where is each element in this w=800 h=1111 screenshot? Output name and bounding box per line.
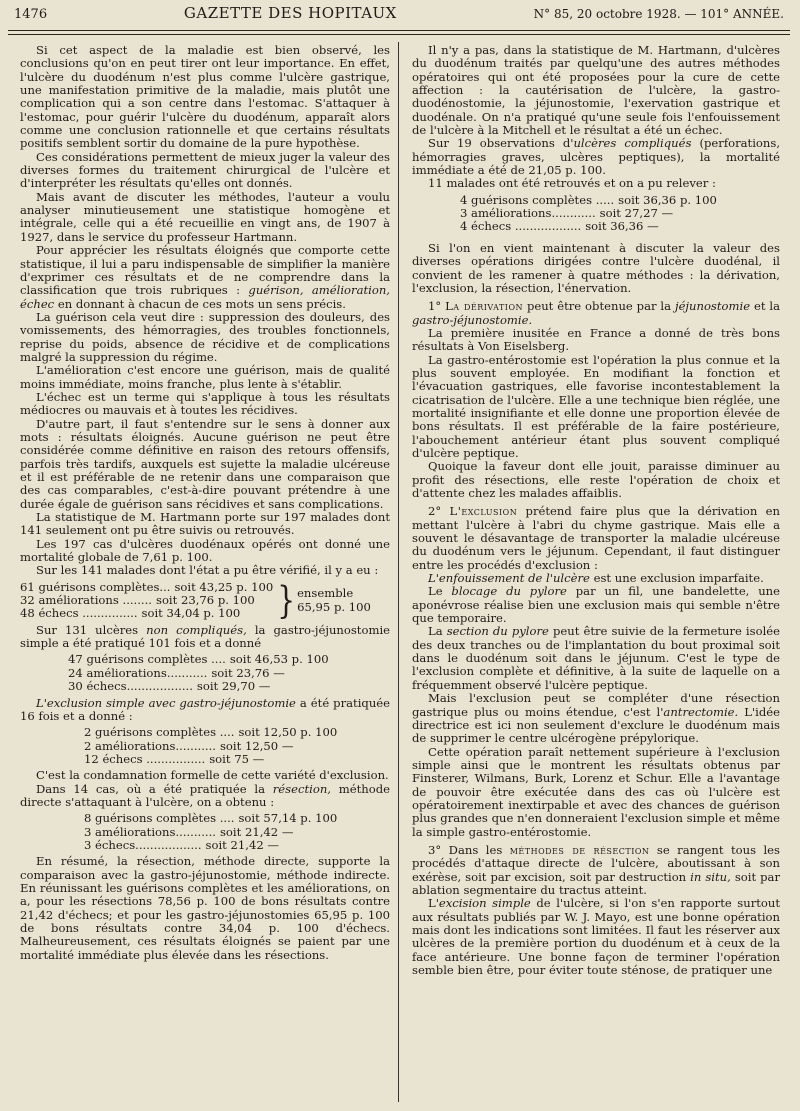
table-row: 2 améliorations........... soit 12,50 — [84,738,294,753]
results-table-gastrojejunostomy [20,653,390,693]
paragraph: Quoique la faveur dont elle jouit, paraisse diminuer au profit des résections, elle reste l'opération de choix et d'attente chez les malades affaiblis. [412,459,780,500]
table-row: 48 échecs ............... soit 34,04 p. 100 [20,606,241,621]
paragraph: L'enfouissement de l'ulcère est une exclusion imparfaite. [428,571,764,586]
paragraph: La statistique de M. Hartmann porte sur 197 malades dont 141 seulement ont pu être suivis ou retrouvés. [20,510,390,538]
issue-line: N° 85, 20 octobre 1928. — 101° ANNÉE. [533,7,784,21]
brace-glyph: } [277,577,296,623]
paragraph: Mais l'exclusion peut se compléter d'une résection gastrique plus ou moins étendue, c'est l'antrectomie. L'idée directrice est ici non seulement d'exclure le duodénum mais de supprimer le centre ulcérogène prépylorique. [412,691,780,746]
paragraph: Si cet aspect de la maladie est bien observé, les conclusions qu'on en peut tirer ont leur importance. En effet, l'ulcère du duodénum n'est plus comme l'ulcère gastrique, une manifestation primitive de la maladie, mais plutôt une complication qui a son centre dans l'estomac. S'attaquer à l'estomac, pour guérir l'ulcère du duodénum, apparaît alors comme une conclusion rationnelle et que certains résultats positifs semblent sortir du domaine de la pure hypothèse. [20,43,390,151]
results-table-complicated [412,194,780,234]
paragraph: Le blocage du pylore par un fil, une bandelette, une aponévrose réalise bien une exclusion mais qui semble n'être que temporaire. [412,584,781,626]
paragraph: Sur 131 ulcères non compliqués, la gastro-jéjunostomie simple a été pratiqué 101 fois et a donné [20,622,391,651]
paragraph: L'amélioration c'est encore une guérison, mais de qualité moins immédiate, moins franche, plus lente à s'établir. [20,363,390,391]
results-table-exclusion [20,726,390,766]
paragraph: Sur les 141 malades dont l'état a pu être vérifié, il y a eu : [36,563,379,578]
paragraph: L'échec est un terme qui s'applique à tous les résultats médiocres ou mauvais et à toutes les récidives. [20,389,390,418]
paragraph: Si l'on en vient maintenant à discuter la valeur des diverses opérations dirigées contre l'ulcère duodénal, il convient de les ramener à quatre méthodes : la dérivation, l'exclusion, la résection, l'énervation. [412,240,780,295]
table-row: 8 guérisons complètes .... soit 57,14 p. 100 [84,811,338,826]
table-row: 3 améliorations........... soit 21,42 — [84,824,294,839]
paragraph: Pour apprécier les résultats éloignés que comporte cette statistique, il lui a paru indispensable de simplifier la manière d'exprimer ces résultats et de ne comprendre dans la classification que trois rubriques : guérison, amélioration, échec en donnant à chacun de ces mots un sens précis. [20,243,390,311]
right-column [412,44,780,977]
page-header [14,4,784,26]
results-table-global [20,577,390,623]
paragraph: Ces considérations permettent de mieux juger la valeur des diverses formes du traitement chirurgical de l'ulcère et d'interpréter les résultats qu'elles ont donnés. [20,149,390,191]
paragraph: La guérison cela veut dire : suppression des douleurs, des vomissements, des hémorragies, des troubles fonctionnels, reprise du poids, absence de récidive et de complications malgré la suppression du régime. [20,309,390,364]
brace-summary: ensemble 65,95 p. 100 [297,586,371,614]
paragraph: Dans 14 cas, où a été pratiquée la résection, méthode directe s'attaquant à l'ulcère, on a obtenu : [20,781,390,809]
table-row: 3 échecs.................. soit 21,42 — [84,837,279,852]
paragraph: La première inusitée en France a donné de très bons résultats à Von Eiselsberg. [412,325,780,354]
section-1-derivation: 1° La dérivation peut être obtenue par la jéjunostomie et la gastro-jéjunostomie. [412,299,781,327]
paragraph: La section du pylore peut être suivie de la fermeture isolée des deux tranches ou de l'implantation du bout proximal soit dans le duodénum soit dans le jéjunum. C'est le type de l'exclusion complète et définitive, à la suite de laquelle on a fréquemment observé l'ulcère peptique. [412,624,780,692]
paragraph: L'excision simple de l'ulcère, si l'on s'en rapporte surtout aux résultats publiés par W. J. Mayo, est une bonne opération mais dont les indications sont limitées. Il faut les réserver aux ulcères de la première portion du duodénum et à ceux de la face antérieure. Une bonne façon de terminer l'opération semble bien être, pour éviter toute sténose, de pratiquer une [412,896,780,978]
paragraph: 11 malades ont été retrouvés et on a pu relever : [428,176,716,191]
table-row: 2 guérisons complètes .... soit 12,50 p. 100 [84,725,338,740]
table-row: 4 guérisons complètes ..... soit 36,36 p. 100 [460,192,717,207]
table-row: 61 guérisons complètes... soit 43,25 p. 100 [20,579,274,594]
table-row: 4 échecs .................. soit 36,36 — [460,219,659,234]
paragraph: Les 197 cas d'ulcères duodénaux opérés ont donné une mortalité globale de 7,61 p. 100. [20,536,390,565]
table-row: 3 améliorations............ soit 27,27 — [460,206,674,221]
paragraph: L'exclusion simple avec gastro-jéjunostomie a été pratiquée 16 fois et a donné : [20,695,391,723]
table-row: 30 échecs.................. soit 29,70 — [68,679,271,694]
table-row: 12 échecs ................ soit 75 — [84,751,265,766]
paragraph: La gastro-entérostomie est l'opération la plus connue et la plus souvent employée. En modifiant la fonction et l'évacuation gastriques, elle favorise incontestablement la cicatrisation de l'ulcère. Elle a une technique bien réglée, une mortalité insignifiante et elle donne une proportion élevée de bons résultats. Il est préférable de la faire postérieure, l'abouchement antérieur étant plus souvent compliqué d'ulcère peptique. [412,352,780,460]
table-row: 47 guérisons complètes .... soit 46,53 p. 100 [68,652,329,667]
left-column [20,44,390,962]
table-row: 32 améliorations ........ soit 23,76 p. 100 [20,593,255,608]
page-number: 1476 [14,7,48,22]
section-2-exclusion: 2° L'exclusion prétend faire plus que la dérivation en mettant l'ulcère à l'abri du chyme gastrique. Mais elle a souvent le désavantage de transporter la maladie ulcéreuse du duodénum vers le jéjunum. Cependant, il faut distinguer entre les procédés d'exclusion : [412,504,780,572]
paragraph: Mais avant de discuter les méthodes, l'auteur a voulu analyser minutieusement une statistique homogène et intégrale, celle qui a été recueillie en vingt ans, de 1907 à 1927, dans le service du professeur Hartmann. [20,189,390,244]
results-table-resection [20,812,390,852]
paragraph: Cette opération paraît nettement supérieure à l'exclusion simple ainsi que le montrent les résultats obtenus par Finsterer, Wilmans, Burk, Lorenz et Schur. Elle a l'avantage de pouvoir être exécutée dans des cas où l'ulcère est opératoirement inextirpable et avec des chances de guérison plus grandes que n'en donneraient l'exclusion simple et même la simple gastro-entérostomie. [412,744,780,839]
paragraph: C'est la condamnation formelle de cette variété d'exclusion. [36,768,389,783]
table-row: 24 améliorations........... soit 23,76 — [68,665,285,680]
paragraph: Il n'y a pas, dans la statistique de M. Hartmann, d'ulcères du duodénum traités par quelqu'une des autres méthodes opératoires qui ont été proposées pour la cure de cette affection : la cautérisation de l'ulcère, la gastro-duodénostomie, la jéjunostomie, l'exervation gastrique et duodénale. On n'a pratiqué qu'une seule fois l'enfouissement de l'ulcère à la Mitchell et le résultat a été un échec. [412,43,780,138]
section-3-resection: 3° Dans les méthodes de résection se rangent tous les procédés d'attaque directe de l'ulcère, aboutissant à son exérèse, soit par excision, soit par destruction in situ, soit par ablation segmentaire du tractus atteint. [412,842,781,897]
header-rule-top [8,30,790,31]
journal-title: GAZETTE DES HOPITAUX [183,4,397,22]
column-divider [398,42,399,1102]
header-rule-bottom [8,34,790,35]
paragraph: Sur 19 observations d'ulcères compliqués (perforations, hémorragies graves, ulcères peptiques), la mortalité immédiate a été de 21,05 p. 100. [412,136,781,178]
paragraph: En résumé, la résection, méthode directe, supporte la comparaison avec la gastro-jéjunostomie, méthode indirecte. En réunissant les guérisons complètes et les améliorations, on a, pour les résections 78,56 p. 100 de bons résultats contre 21,42 d'échecs; et pour les gastro-jéjunostomies 65,95 p. 100 de bons résultats contre 34,04 p. 100 d'échecs. Malheureusement, ces résultats éloignés se paient par une mortalité immédiate plus élevée dans les résections. [20,854,390,962]
paragraph: D'autre part, il faut s'entendre sur le sens à donner aux mots : résultats éloignés. Aucune guérison ne peut être considérée comme définitive en raison des retours offensifs, parfois très tardifs, auxquels est sujette la maladie ulcéreuse et il est préférable de ne retenir dans une comparaison que des cas comparables, c'est-à-dire pouvant prétendre à une durée égale de guérison sans récidives et sans complications. [20,416,390,511]
